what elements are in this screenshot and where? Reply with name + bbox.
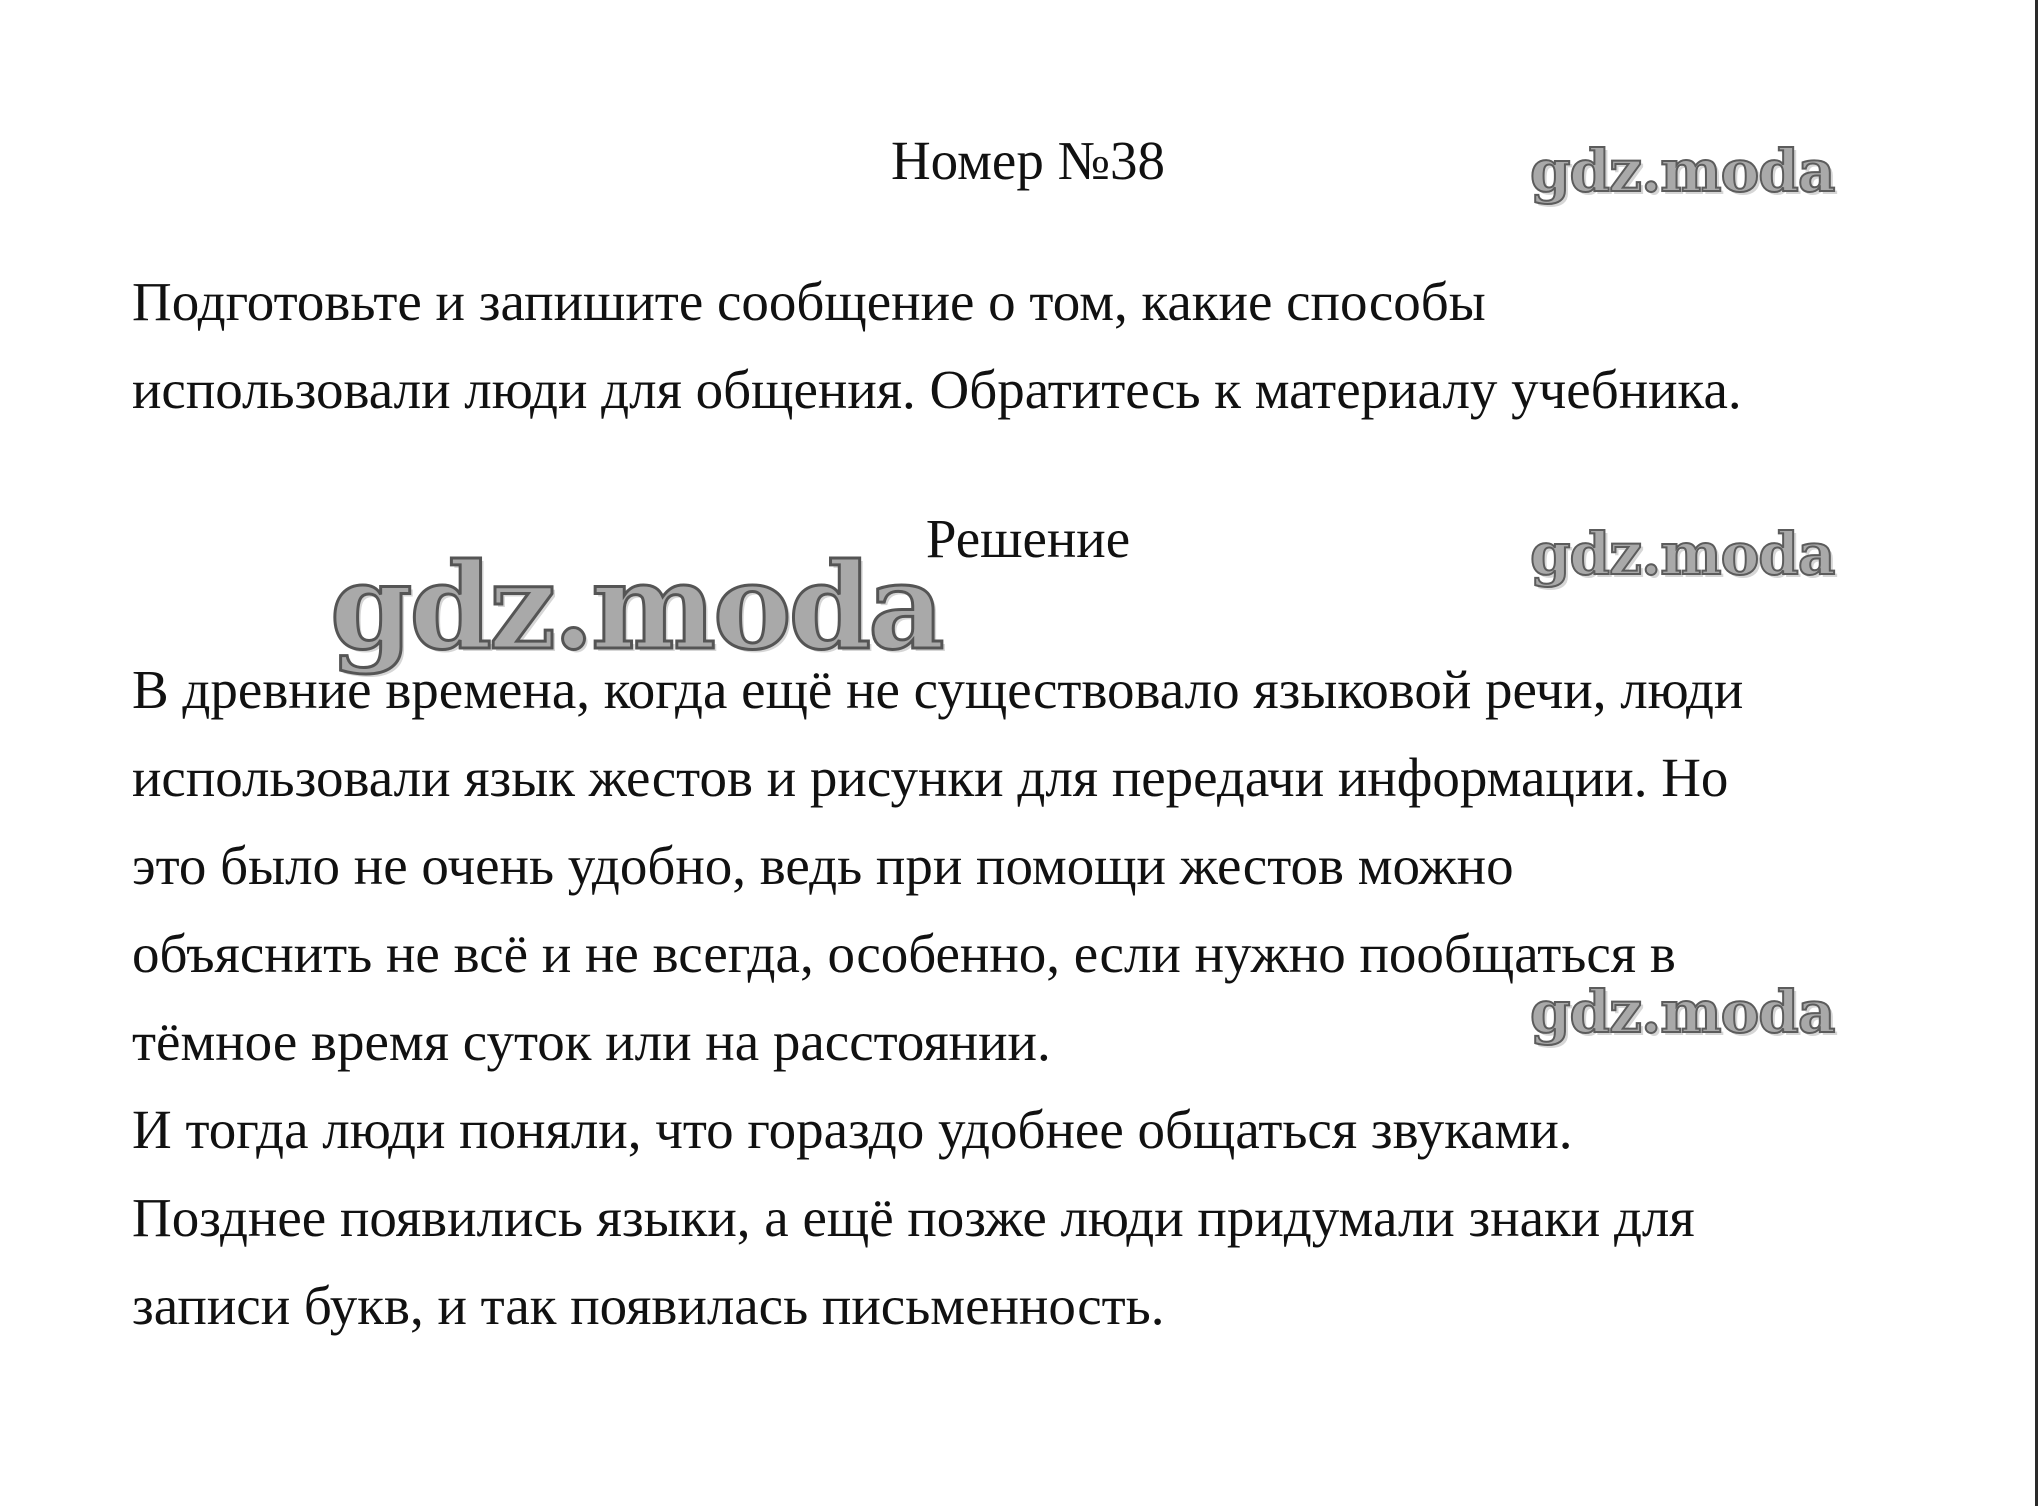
solution-line: это было не очень удобно, ведь при помощи жестов можно	[132, 835, 1514, 896]
solution-heading: Решение	[925, 508, 1131, 569]
watermark-logo: gdz.moda	[1530, 978, 1835, 1046]
page-title: Номер №38	[890, 130, 1166, 191]
watermark-logo: gdz.moda	[1530, 520, 1835, 588]
task-line: Подготовьте и запишите сообщение о том, какие способы	[132, 271, 1486, 332]
watermark-logo: gdz.moda	[1530, 137, 1835, 205]
solution-line: тёмное время суток или на расстоянии.	[132, 1011, 1051, 1072]
solution-line: И тогда люди поняли, что гораздо удобнее общаться звуками.	[132, 1099, 1573, 1160]
watermark-logo-large: gdz.moda	[330, 537, 942, 676]
solution-line: использовали язык жестов и рисунки для передачи информации. Но	[132, 747, 1729, 808]
task-line: использовали люди для общения. Обратитесь к материалу учебника.	[132, 359, 1742, 420]
solution-line: записи букв, и так появилась письменность.	[132, 1275, 1165, 1336]
solution-line: объяснить не всё и не всегда, особенно, если нужно пообщаться в	[132, 923, 1676, 984]
solution-line: Позднее появились языки, а ещё позже люди придумали знаки для	[132, 1187, 1695, 1248]
task-text	[132, 258, 1942, 434]
solution-line: В древние времена, когда ещё не существовало языковой речи, люди	[132, 659, 1744, 720]
